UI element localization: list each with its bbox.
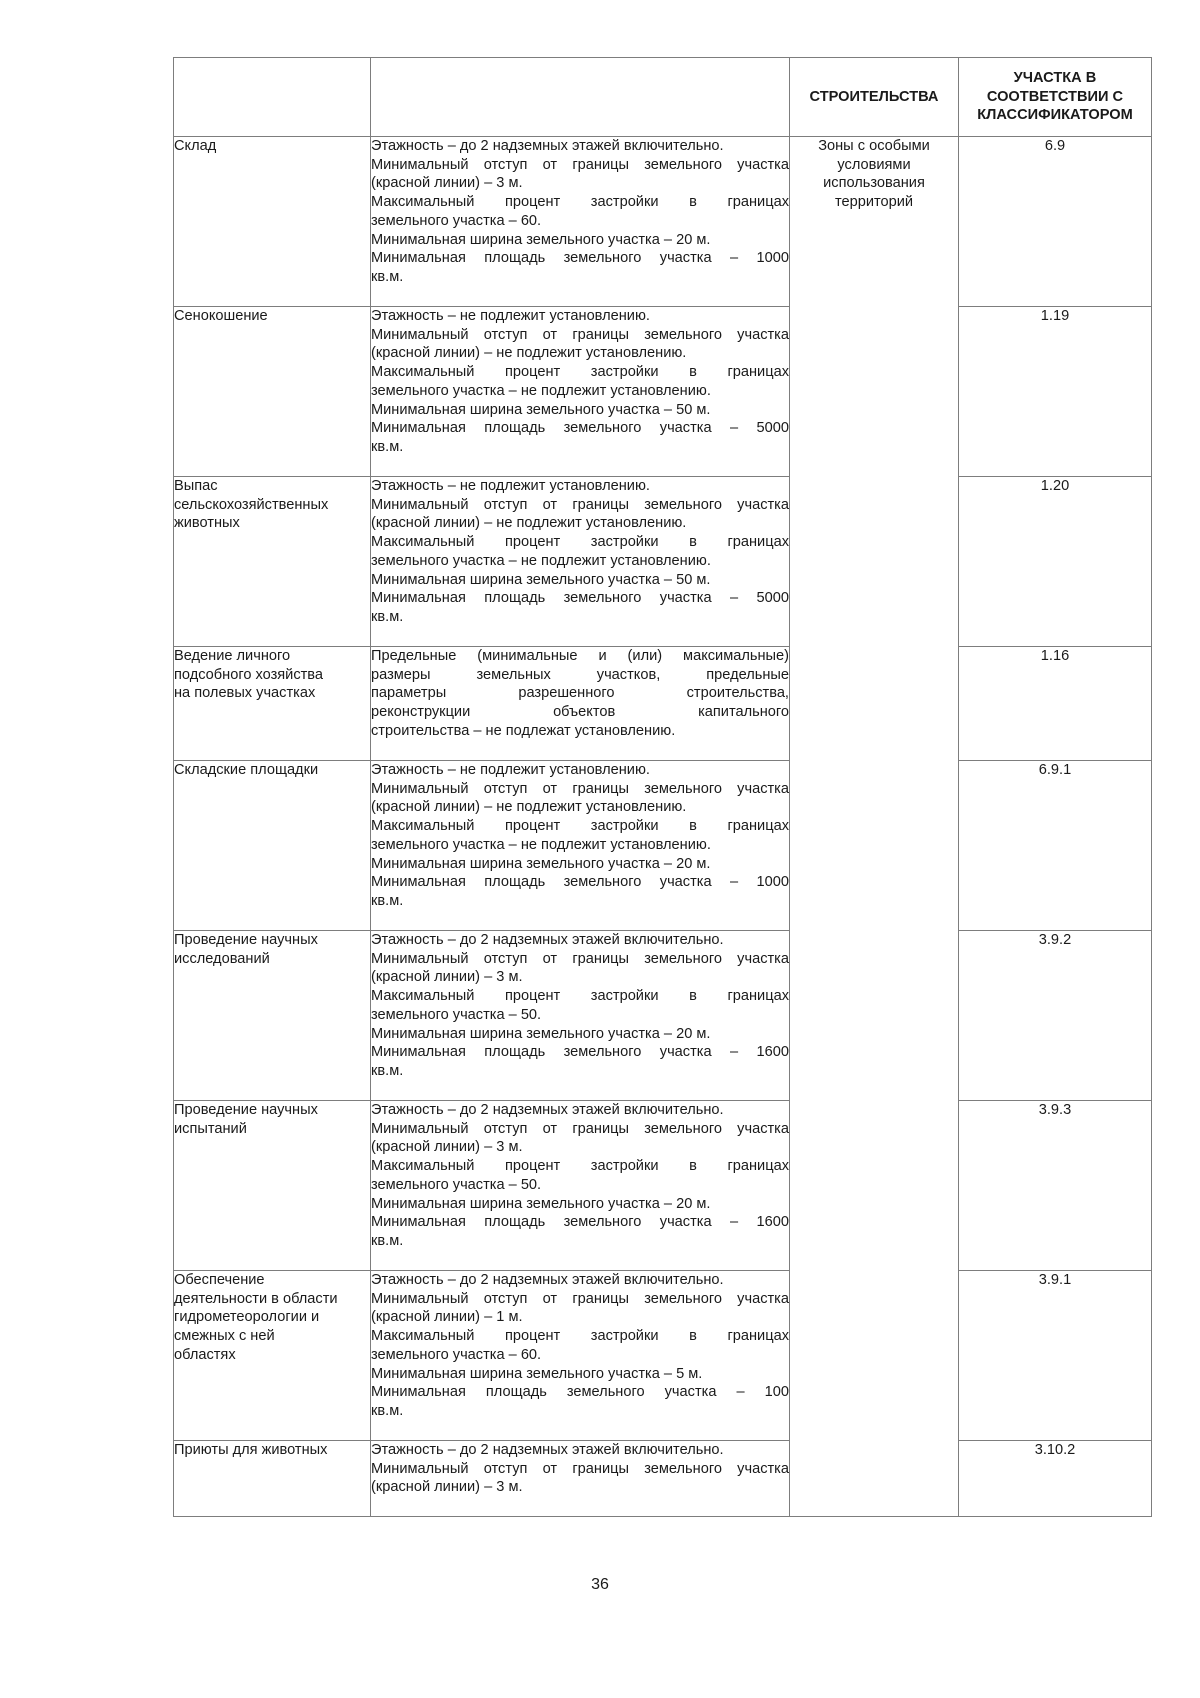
special-zones-line: Зоны с особыми [818, 138, 930, 154]
special-zones-line: территорий [834, 194, 914, 211]
parameter-line: Максимальный процент застройки в границах [371, 364, 789, 381]
parameter-line: Максимальный процент застройки в границах [371, 1158, 789, 1175]
land-use-name-line: на полевых участках [174, 685, 316, 702]
land-use-name-cell [174, 137, 371, 307]
parameter-line: Максимальный процент застройки в границах [371, 194, 789, 211]
parameter-line: кв.м. [371, 1232, 404, 1249]
classifier-code: 1.20 [1040, 478, 1070, 494]
parameter-line: Минимальная ширина земельного участка – 20 м. [371, 855, 711, 872]
parameters-cell [371, 477, 790, 647]
classifier-code-cell [959, 761, 1152, 931]
parameter-line: Минимальная ширина земельного участка – 50 м. [371, 401, 711, 418]
parameter-line: (красной линии) – 3 м. [371, 1479, 523, 1496]
classifier-code-cell [959, 1271, 1152, 1441]
parameter-line: (красной линии) – не подлежит установлению. [371, 515, 687, 532]
parameter-line: Минимальная площадь земельного участка – 100 [371, 1384, 789, 1401]
parameter-line: Максимальный процент застройки в границах [371, 1328, 789, 1345]
header-classifier-line: СООТВЕТСТВИИ С [986, 88, 1124, 105]
land-use-name-line: Обеспечение [174, 1272, 265, 1288]
parameter-line: Минимальная площадь земельного участка – 1600 [371, 1214, 789, 1231]
parameter-line: (красной линии) – 3 м. [371, 969, 523, 986]
parameter-line: Этажность – до 2 надземных этажей включительно. [371, 1102, 724, 1118]
parameter-line: Минимальная ширина земельного участка – 50 м. [371, 571, 711, 588]
table-row [174, 761, 1152, 931]
parameter-line: Этажность – не подлежит установлению. [371, 762, 650, 778]
parameter-line: Минимальная площадь земельного участка – 1000 [371, 250, 789, 267]
land-use-name-line: деятельности в области [174, 1290, 338, 1307]
parameter-line: Этажность – до 2 надземных этажей включительно. [371, 138, 724, 154]
parameter-line: Минимальный отступ от границы земельного участка [371, 1120, 789, 1137]
land-use-name-cell [174, 1441, 371, 1517]
land-use-name-line: Складские площадки [174, 762, 319, 778]
land-use-name-line: Ведение личного [174, 648, 291, 664]
land-use-name-line: Склад [174, 138, 217, 154]
parameter-line: земельного участка – не подлежит установлению. [371, 552, 711, 569]
parameter-line: Минимальная ширина земельного участка – 20 м. [371, 1025, 711, 1042]
parameters-cell [371, 1101, 790, 1271]
parameter-line: Предельные (минимальные и (или) максимальные) [371, 648, 789, 664]
parameter-line: Этажность – не подлежит установлению. [371, 308, 650, 324]
parameter-line: размеры земельных участков, предельные [371, 666, 789, 683]
land-use-name-line: Проведение научных [174, 1102, 318, 1118]
classifier-code: 3.9.1 [1038, 1272, 1072, 1288]
classifier-code-cell [959, 137, 1152, 307]
parameter-line: Минимальный отступ от границы земельного участка [371, 780, 789, 797]
classifier-code-cell [959, 307, 1152, 477]
parameters-cell [371, 307, 790, 477]
parameter-line: (красной линии) – 1 м. [371, 1309, 523, 1326]
table-header-row [174, 58, 1152, 137]
table-row [174, 1441, 1152, 1517]
parameters-cell [371, 647, 790, 761]
classifier-code-cell [959, 1101, 1152, 1271]
classifier-code: 3.9.2 [1038, 932, 1072, 948]
parameter-line: Минимальный отступ от границы земельного участка [371, 326, 789, 343]
parameter-line: (красной линии) – не подлежит установлению. [371, 799, 687, 816]
parameter-line: земельного участка – не подлежит установлению. [371, 836, 711, 853]
land-use-name-cell [174, 1271, 371, 1441]
parameter-line: Минимальный отступ от границы земельного участка [371, 156, 789, 173]
parameter-line: земельного участка – не подлежит установлению. [371, 382, 711, 399]
header-cell-construction [790, 58, 959, 137]
special-zones-line: использования [823, 175, 925, 192]
classifier-code-cell [959, 647, 1152, 761]
parameter-line: строительства – не подлежат установлению. [371, 722, 676, 739]
parameter-line: Минимальная ширина земельного участка – 5 м. [371, 1365, 703, 1382]
land-use-name-cell [174, 931, 371, 1101]
classifier-code: 3.9.3 [1038, 1102, 1072, 1118]
land-use-name-line: исследований [174, 950, 270, 967]
parameter-line: Этажность – до 2 надземных этажей включительно. [371, 1442, 724, 1458]
parameter-line: Минимальный отступ от границы земельного участка [371, 1460, 789, 1477]
classifier-code: 1.16 [1040, 648, 1070, 664]
parameter-line: Минимальный отступ от границы земельного участка [371, 496, 789, 513]
parameter-line: Максимальный процент застройки в границах [371, 988, 789, 1005]
header-classifier-line: КЛАССИФИКАТОРОМ [977, 107, 1133, 124]
parameter-line: Максимальный процент застройки в границах [371, 534, 789, 551]
parameter-line: реконструкции объектов капитального [371, 704, 789, 721]
land-use-name-cell [174, 761, 371, 931]
parameter-line: земельного участка – 60. [371, 1346, 542, 1363]
parameter-line: кв.м. [371, 1402, 404, 1419]
classifier-code: 3.10.2 [1034, 1442, 1076, 1458]
land-use-name-line: областях [174, 1346, 236, 1363]
parameters-cell [371, 761, 790, 931]
header-cell-params [371, 58, 790, 137]
classifier-code-cell [959, 477, 1152, 647]
parameter-line: Минимальная площадь земельного участка – 5000 [371, 420, 789, 437]
parameter-line: кв.м. [371, 268, 404, 285]
parameter-line: (красной линии) – 3 м. [371, 1139, 523, 1156]
parameters-cell [371, 1271, 790, 1441]
land-use-name-line: подсобного хозяйства [174, 666, 324, 683]
page-number: 36 [591, 1576, 609, 1593]
land-use-name-line: сельскохозяйственных [174, 496, 329, 513]
land-use-name-line: испытаний [174, 1120, 247, 1137]
parameters-cell [371, 1441, 790, 1517]
parameter-line: кв.м. [371, 892, 404, 909]
classifier-code-cell [959, 1441, 1152, 1517]
parameter-line: земельного участка – 50. [371, 1176, 542, 1193]
table-row [174, 307, 1152, 477]
parameter-line: Минимальная площадь земельного участка – 1600 [371, 1044, 789, 1061]
parameter-line: Минимальный отступ от границы земельного участка [371, 1290, 789, 1307]
land-use-name-line: животных [174, 515, 240, 532]
parameter-line: Этажность – не подлежит установлению. [371, 478, 650, 494]
parameter-line: (красной линии) – 3 м. [371, 175, 523, 192]
parameter-line: Минимальная площадь земельного участка – 5000 [371, 590, 789, 607]
parameters-cell [371, 137, 790, 307]
parameter-line: земельного участка – 60. [371, 212, 542, 229]
parameter-line: Этажность – до 2 надземных этажей включительно. [371, 932, 724, 948]
land-use-name-cell [174, 1101, 371, 1271]
header-classifier-line: УЧАСТКА В [1013, 69, 1097, 86]
land-use-name-line: Сенокошение [174, 308, 268, 324]
land-use-name-line: Выпас [174, 478, 218, 494]
parameters-cell [371, 931, 790, 1101]
land-use-name-line: смежных с ней [174, 1328, 275, 1345]
table-row [174, 477, 1152, 647]
special-zones-cell [790, 137, 959, 1517]
classifier-code: 1.19 [1040, 308, 1070, 324]
classifier-code: 6.9.1 [1038, 762, 1072, 778]
land-use-name-cell [174, 477, 371, 647]
table-row [174, 647, 1152, 761]
parameter-line: Минимальная ширина земельного участка – 20 м. [371, 1195, 711, 1212]
parameter-line: кв.м. [371, 1062, 404, 1079]
parameter-line: параметры разрешенного строительства, [371, 685, 789, 702]
parameter-line: кв.м. [371, 438, 404, 455]
parameter-line: Этажность – до 2 надземных этажей включительно. [371, 1272, 724, 1288]
parameter-line: кв.м. [371, 608, 404, 625]
regulations-table [173, 57, 1152, 1517]
land-use-name-line: гидрометеорологии и [174, 1309, 320, 1326]
parameter-line: Минимальный отступ от границы земельного участка [371, 950, 789, 967]
parameter-line: (красной линии) – не подлежит установлению. [371, 345, 687, 362]
land-use-name-cell [174, 307, 371, 477]
parameter-line: Минимальная площадь земельного участка – 1000 [371, 874, 789, 891]
table-row [174, 931, 1152, 1101]
table-row [174, 137, 1152, 307]
parameter-line: земельного участка – 50. [371, 1006, 542, 1023]
land-use-name-line: Проведение научных [174, 932, 318, 948]
table-row [174, 1271, 1152, 1441]
classifier-code-cell [959, 931, 1152, 1101]
table-row [174, 1101, 1152, 1271]
parameter-line: Максимальный процент застройки в границах [371, 818, 789, 835]
special-zones-line: условиями [837, 156, 911, 173]
land-use-name-cell [174, 647, 371, 761]
header-construction-label: СТРОИТЕЛЬСТВА [809, 88, 939, 105]
land-use-name-line: Приюты для животных [174, 1442, 328, 1458]
classifier-code: 6.9 [1044, 138, 1066, 154]
parameter-line: Минимальная ширина земельного участка – 20 м. [371, 231, 711, 248]
header-cell-name [174, 58, 371, 137]
header-cell-classifier [959, 58, 1152, 137]
